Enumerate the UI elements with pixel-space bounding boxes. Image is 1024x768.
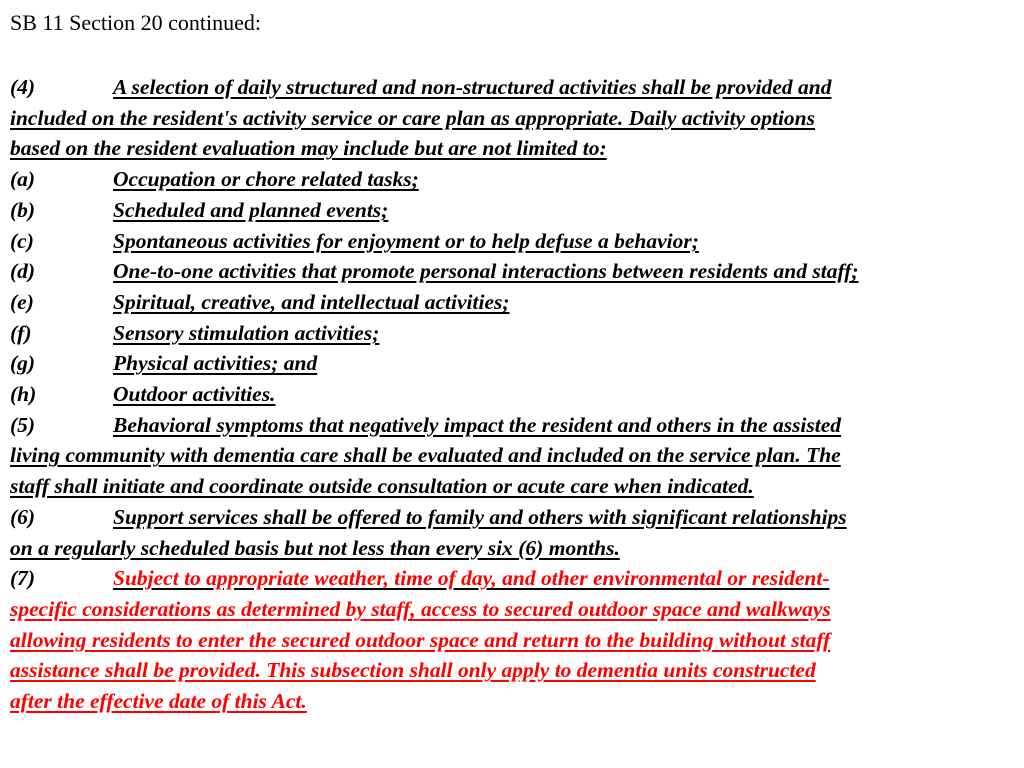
paragraph-4-text-1: A selection of daily structured and non-structured activities shall be provided and — [113, 75, 832, 99]
list-item — [10, 318, 1016, 349]
list-item-text: One-to-one activities that promote personal interactions between residents and staff; — [113, 259, 859, 284]
paragraph-6-line-1 — [10, 502, 1016, 533]
paragraph-7-line-3 — [10, 625, 1016, 656]
list-item — [10, 348, 1016, 379]
list-item-label: (b) — [10, 197, 36, 222]
paragraph-6-label: (6) — [10, 504, 36, 529]
list-item-text: Occupation or chore related tasks; — [113, 167, 419, 192]
list-item-text: Physical activities; and — [113, 351, 318, 376]
list-item — [10, 195, 1016, 226]
list-item-text: Spiritual, creative, and intellectual activities; — [113, 289, 510, 314]
paragraph-4-text-2: included on the resident's activity service or care plan as appropriate. Daily activity options — [10, 105, 815, 130]
paragraph-7-line-4 — [10, 655, 1016, 686]
paragraph-5-line-3 — [10, 471, 1016, 502]
section-header: SB 11 Section 20 continued: — [10, 10, 261, 35]
paragraph-5-line-1 — [10, 410, 1016, 441]
list-item — [10, 287, 1016, 318]
list-item-label: (d) — [10, 259, 36, 284]
paragraph-4-line-1 — [10, 72, 1016, 103]
list-item — [10, 256, 1016, 287]
paragraph-4-text-3: based on the resident evaluation may include but are not limited to: — [10, 136, 607, 161]
list-item-label: (c) — [10, 228, 34, 253]
paragraph-7-line-2 — [10, 594, 1016, 625]
list-item-text: Outdoor activities. — [113, 382, 276, 407]
paragraph-7-text-1: Subject to appropriate weather, time of day, and other environmental or resident- — [113, 566, 830, 591]
paragraph-5-line-2 — [10, 440, 1016, 471]
list-item-label: (g) — [10, 351, 36, 376]
paragraph-5-text-1: Behavioral symptoms that negatively impact the resident and others in the assisted — [113, 412, 842, 437]
paragraph-7-line-5 — [10, 686, 1016, 717]
paragraph-4-line-3 — [10, 133, 1016, 164]
paragraph-4-label: (4) — [10, 75, 36, 99]
list-item — [10, 226, 1016, 257]
paragraph-6-text-2: on a regularly scheduled basis but not less than every six (6) months. — [10, 535, 620, 560]
paragraph-5-text-3: staff shall initiate and coordinate outside consultation or acute care when indicated. — [10, 474, 754, 499]
paragraph-7-text-3: allowing residents to enter the secured outdoor space and return to the building without staff — [10, 627, 831, 652]
list-item-label: (e) — [10, 289, 34, 314]
paragraph-6-line-2 — [10, 533, 1016, 564]
spacer — [10, 36, 1016, 72]
list-item-label: (h) — [10, 382, 37, 407]
list-item-label: (a) — [10, 167, 36, 192]
paragraph-7-line-1 — [10, 563, 1016, 594]
list-item-text: Sensory stimulation activities; — [113, 320, 380, 345]
paragraph-7-text-4: assistance shall be provided. This subsection shall only apply to dementia units constructed — [10, 658, 816, 683]
list-item — [10, 164, 1016, 195]
statute-text — [10, 72, 1016, 717]
paragraph-7-label: (7) — [10, 566, 36, 591]
paragraph-7-text-2: specific considerations as determined by staff, access to secured outdoor space and walkways — [10, 596, 831, 621]
paragraph-7-text-5: after the effective date of this Act. — [10, 689, 307, 714]
list-item-text: Spontaneous activities for enjoyment or to help defuse a behavior; — [113, 228, 699, 253]
paragraph-6-text-1: Support services shall be offered to family and others with significant relationships — [113, 504, 847, 529]
paragraph-4-line-2 — [10, 103, 1016, 134]
paragraph-5-text-2: living community with dementia care shall be evaluated and included on the service plan. The — [10, 443, 841, 468]
paragraph-5-label: (5) — [10, 412, 36, 437]
list-item-label: (f) — [10, 320, 32, 345]
list-item-text: Scheduled and planned events; — [113, 197, 389, 222]
list-item — [10, 379, 1016, 410]
